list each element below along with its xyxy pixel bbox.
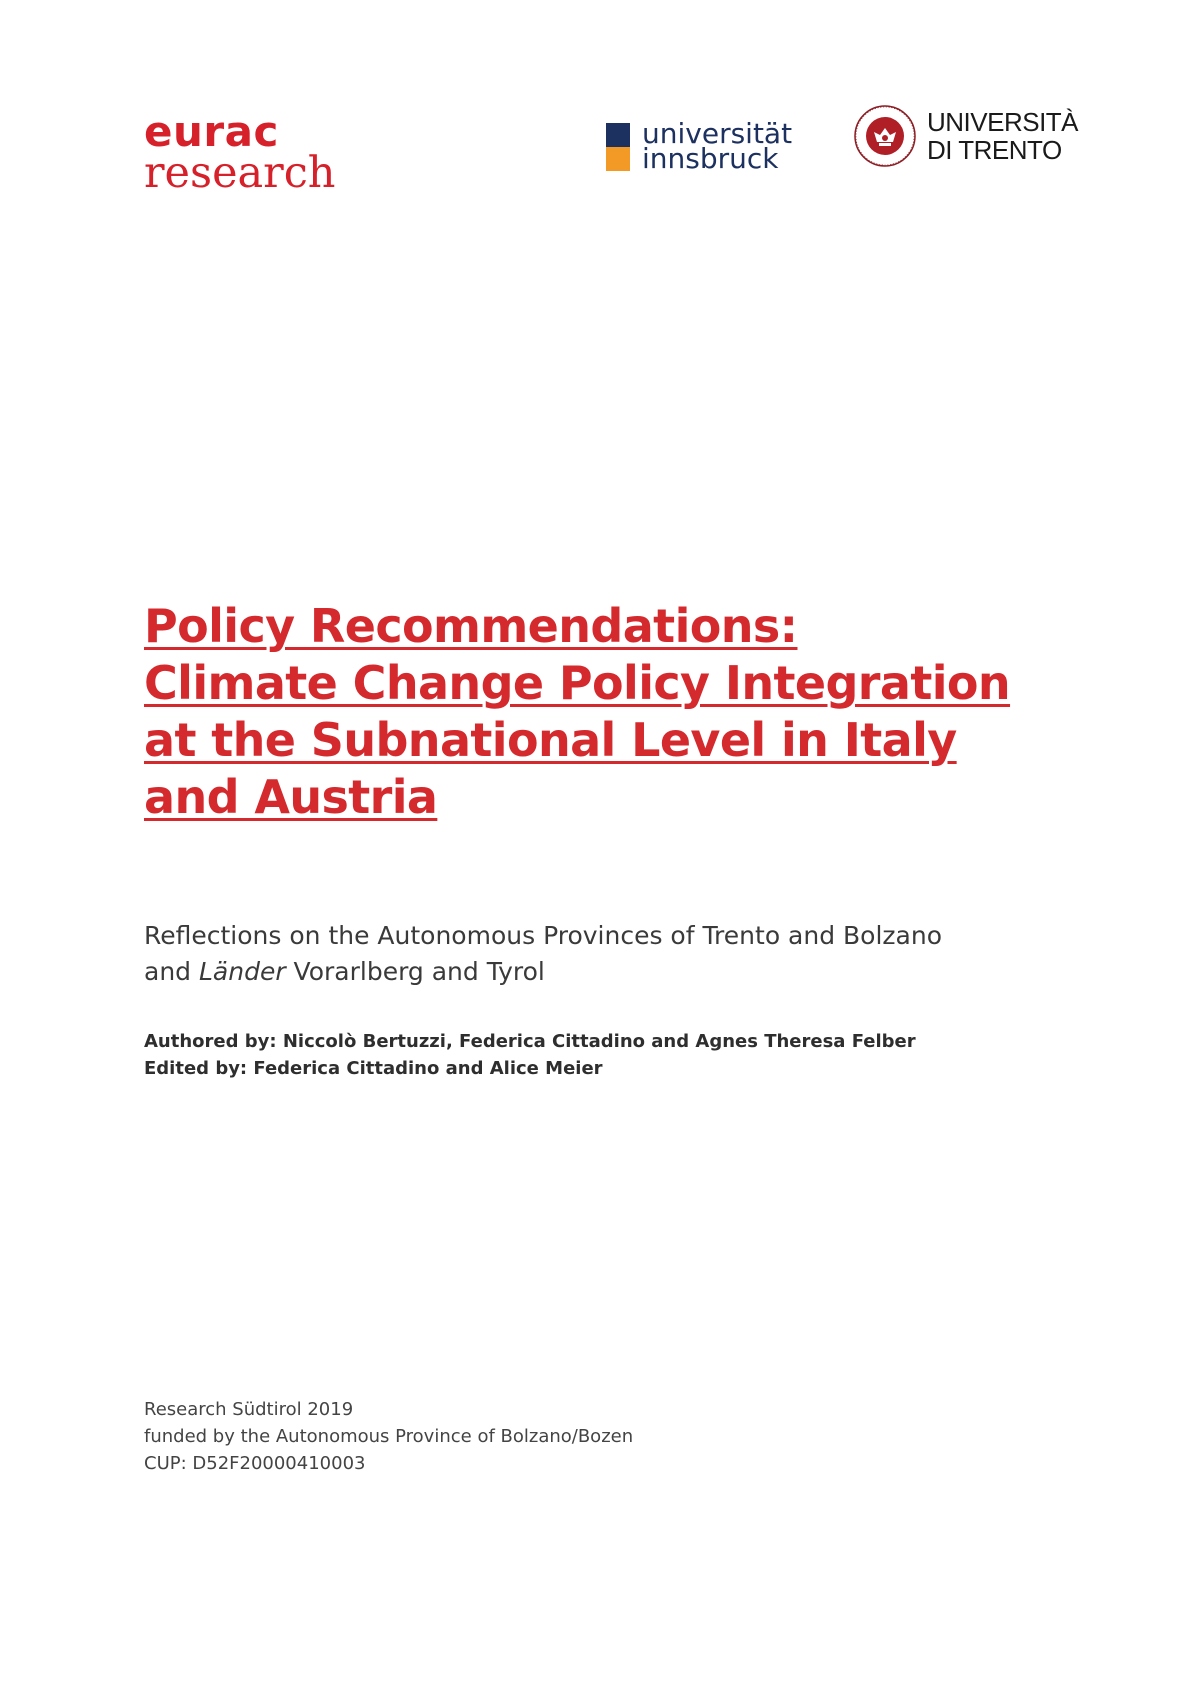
authored-by: Authored by: Niccolò Bertuzzi, Federica Cittadino and Agnes Theresa Felber (144, 1031, 916, 1052)
subtitle-line-1: Reflections on the Autonomous Provinces of Trento and Bolzano (144, 921, 943, 950)
credits (144, 1028, 1094, 1082)
funding-info (144, 1396, 1044, 1477)
title-line: Climate Change Policy Integration (144, 656, 1011, 710)
innsbruck-logo-line2: innsbruck (642, 142, 779, 175)
innsbruck-square-icon (606, 123, 630, 171)
subtitle-line-2 (144, 954, 1094, 990)
document-title (144, 598, 1104, 826)
universitat-innsbruck-logo (606, 117, 793, 175)
trento-logo-text (927, 108, 1078, 164)
funding-line-2: funded by the Autonomous Province of Bolzano/Bozen (144, 1426, 634, 1447)
edited-by: Edited by: Federica Cittadino and Alice Meier (144, 1058, 603, 1079)
eurac-research-logo (144, 107, 336, 198)
document-subtitle (144, 918, 1094, 990)
research-logo-word: research (144, 148, 336, 198)
subtitle-suffix: Vorarlberg and Tyrol (285, 957, 545, 986)
innsbruck-logo-line1: universität (642, 117, 793, 150)
trento-logo-line1: UNIVERSITÀ (927, 107, 1079, 137)
subtitle-prefix: and (144, 957, 199, 986)
trento-seal-icon (853, 104, 917, 168)
innsbruck-logo-text (642, 117, 793, 175)
subtitle-italic-term: Länder (198, 957, 286, 986)
funding-line-3: CUP: D52F20000410003 (144, 1453, 366, 1474)
title-line: at the Subnational Level in Italy (144, 713, 957, 767)
universita-trento-logo (853, 104, 1078, 168)
title-line: and Austria (144, 770, 438, 824)
funding-line-1: Research Südtirol 2019 (144, 1399, 354, 1420)
title-line: Policy Recommendations: (144, 599, 798, 653)
eurac-logo-word: eurac (144, 107, 279, 156)
trento-logo-line2: DI TRENTO (927, 135, 1062, 165)
